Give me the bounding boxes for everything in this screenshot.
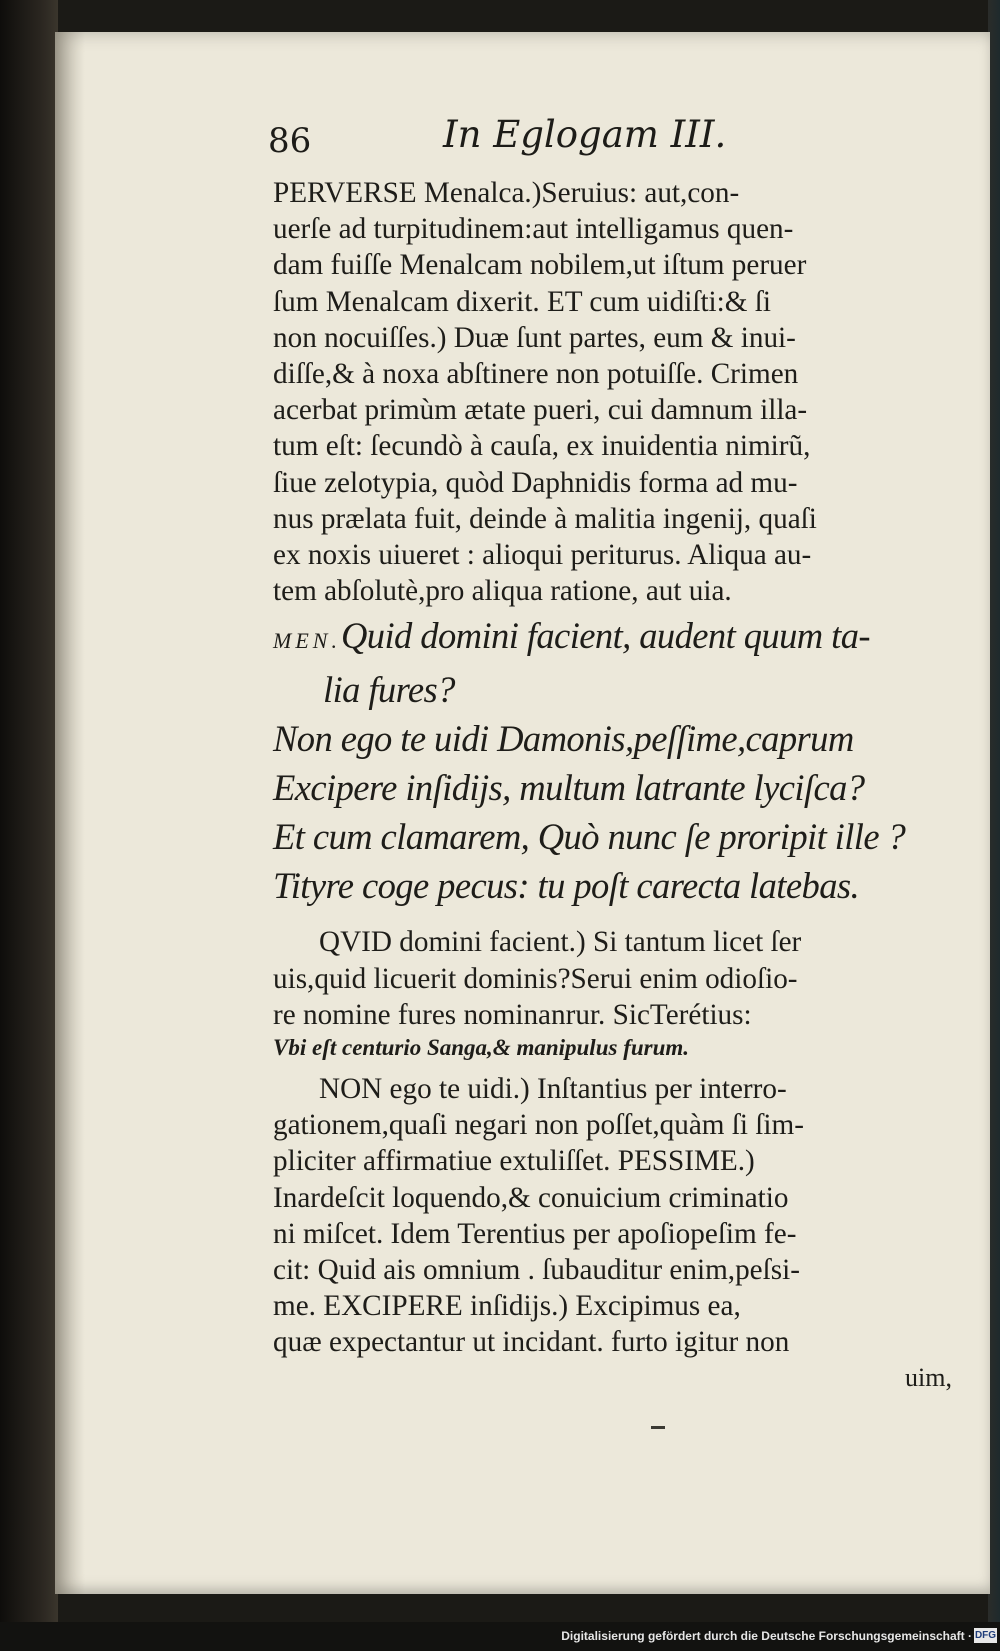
verse-line: Excipere inſidijs, multum latrante lyciſca?	[273, 767, 865, 809]
text-line: quæ expectantur ut incidant. furto igitur non	[273, 1326, 790, 1359]
page-header	[268, 113, 788, 169]
text-line: dam fuiſſe Menalcam nobilem,ut iſtum peruer	[273, 249, 807, 282]
text-line: ex noxis uiueret : alioqui periturus. Aliqua au-	[273, 539, 812, 572]
book-binding-edge	[0, 0, 58, 1651]
text-line: Inardeſcit loquendo,& conuicium criminatio	[273, 1181, 789, 1214]
verse-line	[273, 611, 968, 665]
text-line: ni miſcet. Idem Terentius per apoſiopeſim fe-	[273, 1217, 797, 1250]
text-line: acerbat primùm ætate pueri, cui damnum illa-	[273, 394, 808, 427]
commentary-block-3	[273, 1071, 968, 1361]
quotation: Vbi eſt centurio Sanga,& manipulus furum.	[273, 1035, 690, 1061]
speaker-label: MEN.	[273, 628, 341, 654]
text-line: NON ego te uidi.) Inſtantius per interro-	[319, 1073, 787, 1106]
text-line: pliciter affirmatiue extuliſſet. PESSIME.)	[273, 1145, 755, 1178]
text-line: re nomine fures nominanrur. SicTerétius:	[273, 998, 752, 1031]
text-line: PERVERSE Menalca.)Seruius: aut,con-	[273, 177, 740, 209]
verse-line: Non ego te uidi Damonis,peſſime,caprum	[273, 718, 854, 760]
text-line: tum eſt: ſecundò à cauſa, ex inuidentia nimirũ,	[273, 430, 811, 463]
text-line: cit: Quid ais omnium . ſubauditur enim,peſsi-	[273, 1254, 800, 1287]
running-title: In Eglogam III.	[443, 113, 727, 156]
text-line: diſſe,& à noxa abſtinere non potuiſſe. Crimen	[273, 358, 799, 391]
verse-line: Tityre coge pecus: tu poſt carecta latebas.	[273, 865, 860, 907]
commentary-block-2	[273, 924, 968, 1063]
text-line: ſiue zelotypia, quòd Daphnidis forma ad mu-	[273, 466, 798, 499]
catchword: uim,	[905, 1363, 952, 1392]
text-line: QVID domini facient.) Si tantum licet ſer	[319, 926, 802, 959]
text-line: nus prælata fuit, deinde à malitia ingenij, quaſi	[273, 502, 817, 535]
text-block	[273, 175, 968, 1361]
text-line: non nocuiſſes.) Duæ ſunt partes, eum & inui-	[273, 321, 796, 354]
text-line: uis,quid licuerit dominis?Serui enim odioſio-	[273, 962, 798, 995]
signature-mark	[651, 1426, 665, 1429]
dfg-logo: DFG	[974, 1630, 997, 1641]
footer-credit: Digitalisierung gefördert durch die Deutsche Forschungsgemeinschaft ·	[561, 1629, 972, 1643]
text-line: ſum Menalcam dixerit. ET cum uidiſti:& ſi	[273, 285, 771, 318]
commentary-block-1	[273, 175, 968, 609]
text-line: uerſe ad turpitudinem:aut intelligamus quen-	[273, 213, 794, 246]
text-line: tem abſolutè,pro aliqua ratione, aut uia.	[273, 575, 732, 608]
verse-line: Et cum clamarem, Quò nunc ſe proripit ille ?	[273, 816, 906, 858]
verse-block	[273, 611, 968, 910]
verse-text: Quid domini facient, audent quum ta-	[340, 615, 870, 657]
text-line: gationem,quaſi negari non poſſet,quàm ſi ſim-	[273, 1109, 804, 1142]
verse-line: lia fures?	[323, 669, 455, 711]
text-line: me. EXCIPERE inſidijs.) Excipimus ea,	[273, 1290, 741, 1323]
page-number: 86	[268, 121, 312, 161]
